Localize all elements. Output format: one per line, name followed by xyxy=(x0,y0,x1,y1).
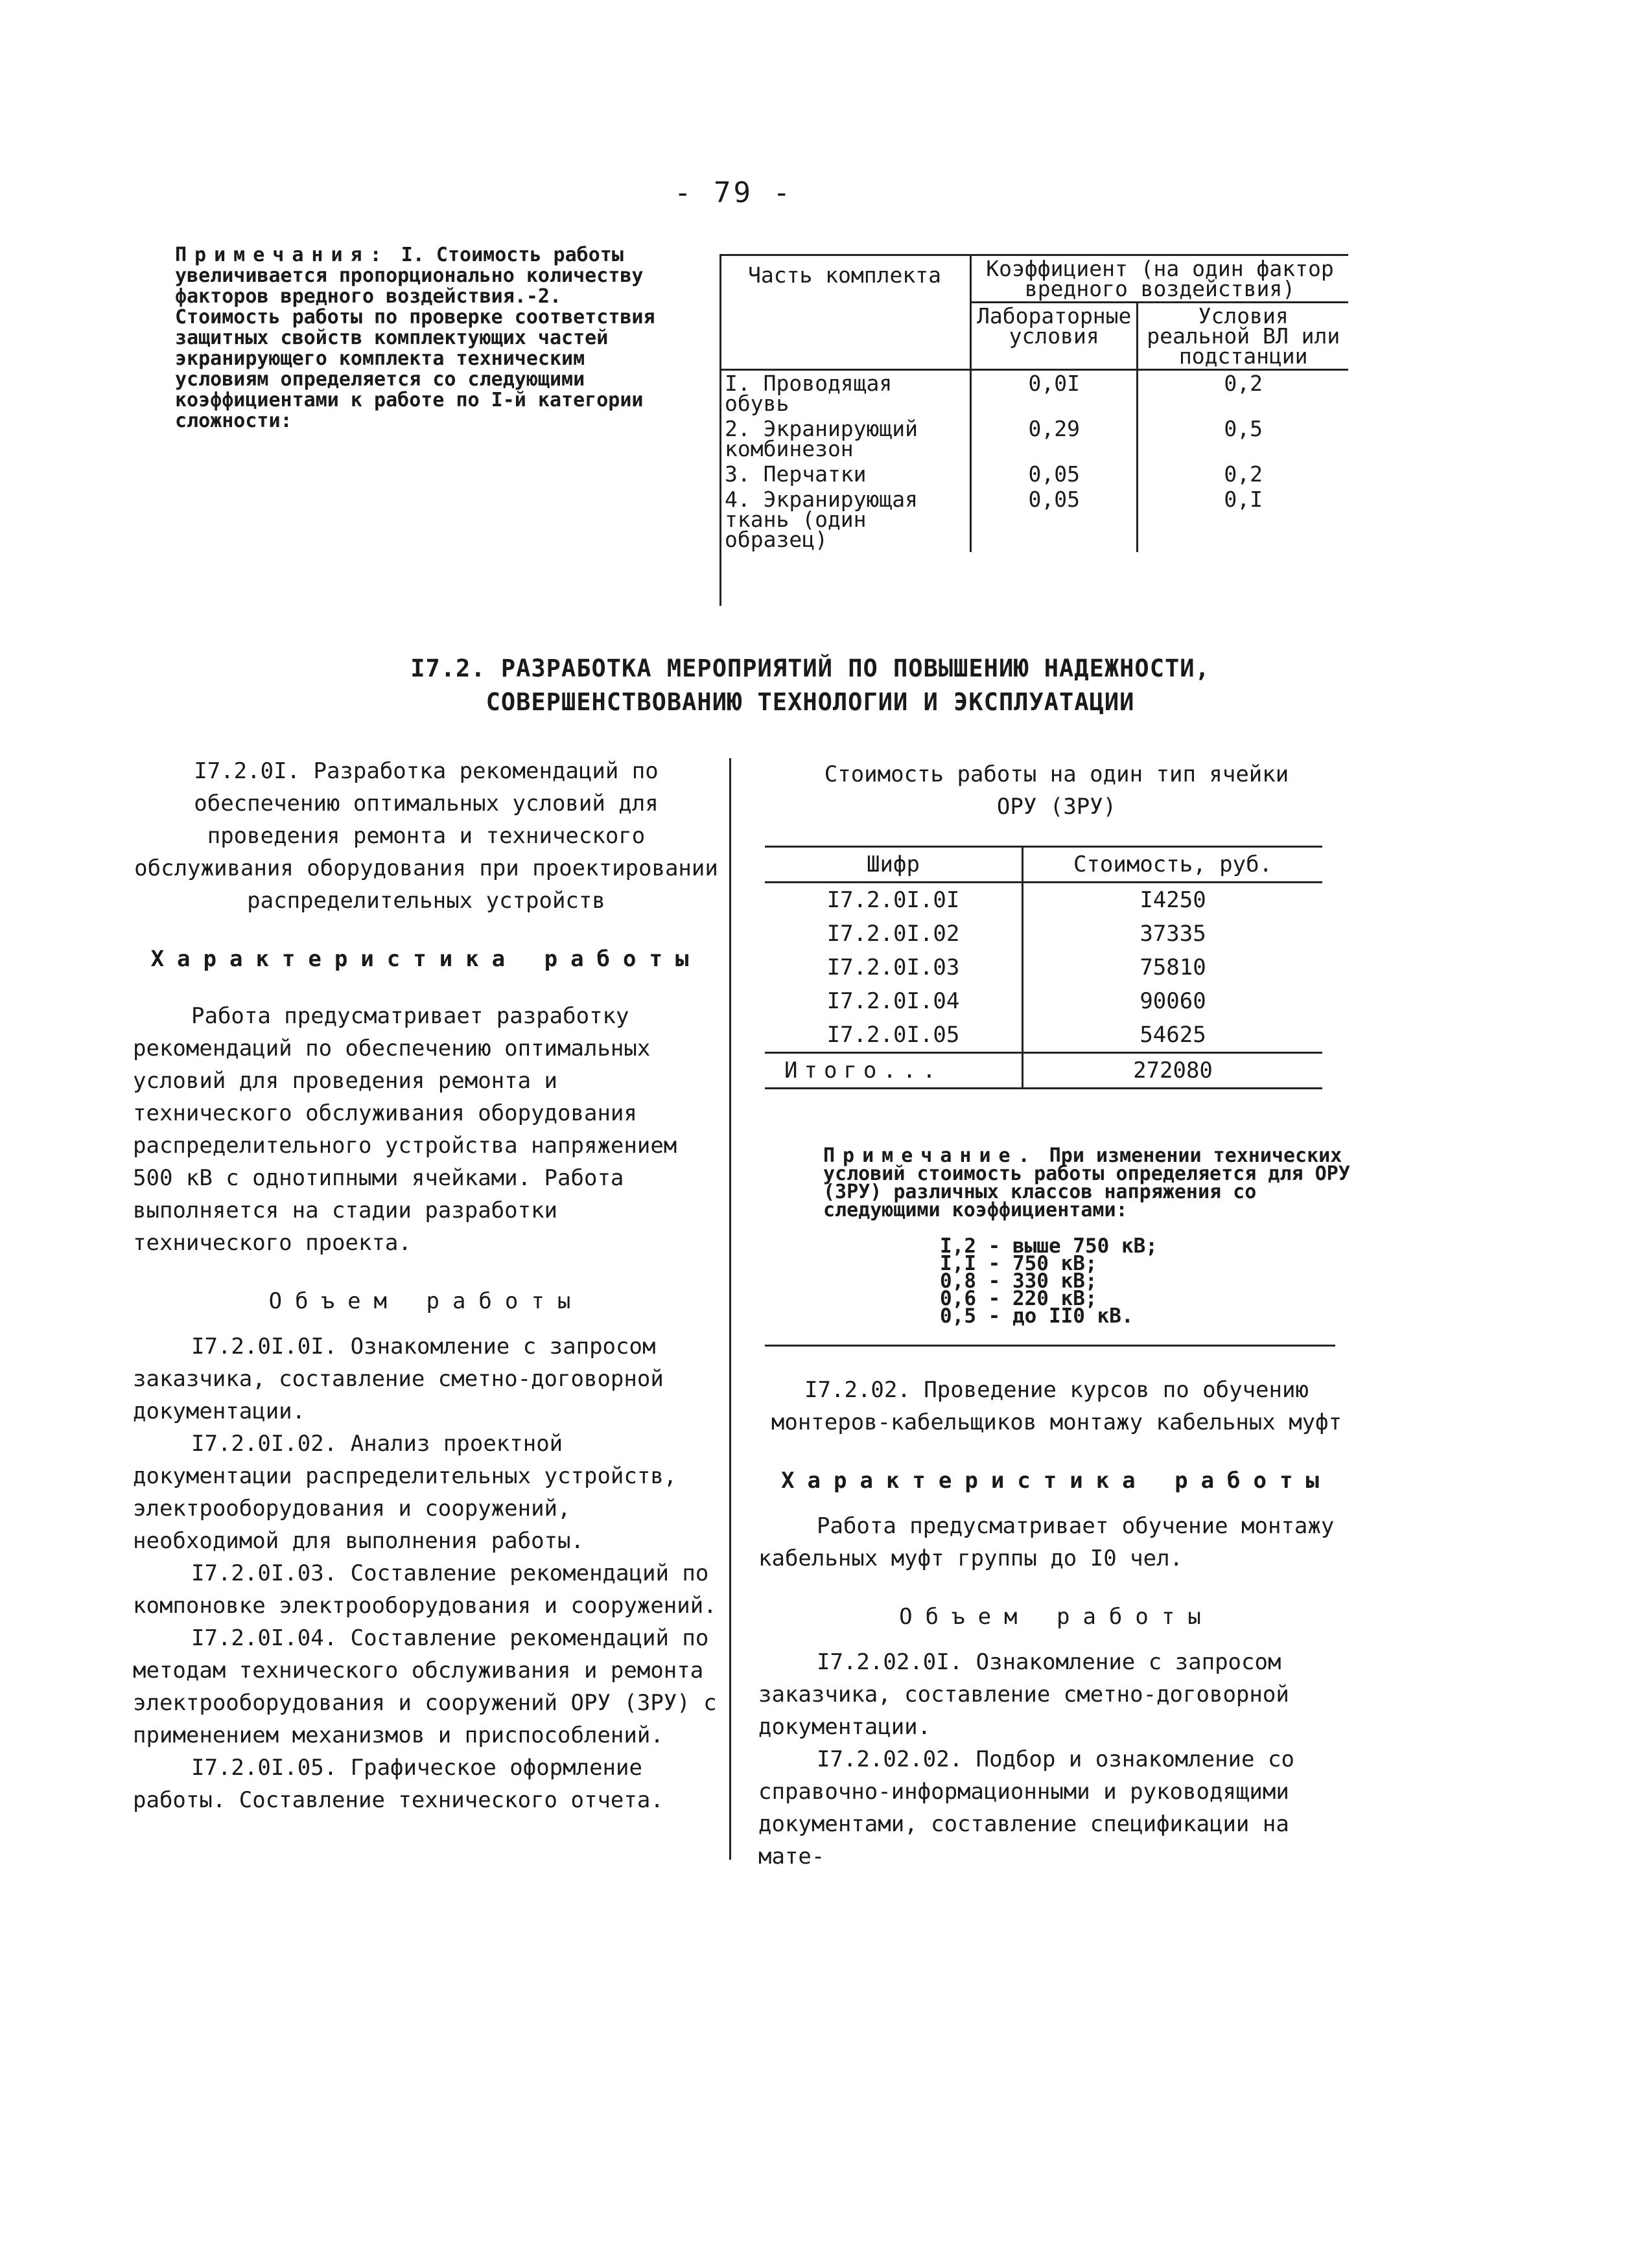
cost-table xyxy=(765,846,1322,1089)
t1-header-real: Условия реальной ВЛ или подстанции xyxy=(1147,303,1340,369)
list-item: I7.2.0I.0I. Ознакомление с запросом заказчика, составление сметно-договорной документации. xyxy=(133,1334,664,1424)
table-row: 4. Экранирующая ткань (один образец) 0,05 0,I xyxy=(719,487,1348,552)
total-label: Итого... xyxy=(765,1053,1023,1089)
table-row: I7.2.0I.03 75810 xyxy=(765,951,1322,984)
section-heading-line1: I7.2. РАЗРАБОТКА МЕРОПРИЯТИЙ ПО ПОВЫШЕНИЮ НАДЕЖНОСТИ, xyxy=(410,654,1210,682)
right-column-lower xyxy=(758,1374,1355,1873)
table-row: I7.2.0I.05 54625 xyxy=(765,1018,1322,1053)
list-item: I7.2.02.0I. Ознакомление с запросом заказчика, составление сметно-договорной документации. xyxy=(758,1649,1289,1740)
section-heading-line2: СОВЕРШЕНСТВОВАНИЮ ТЕХНОЛОГИИ И ЭКСПЛУАТАЦИИ xyxy=(485,688,1135,716)
total-row xyxy=(765,1053,1322,1089)
cost-title-block xyxy=(758,758,1355,823)
table-row: I7.2.0I.0I I4250 xyxy=(765,883,1322,918)
table-row: 3. Перчатки 0,05 0,2 xyxy=(719,461,1348,487)
t1-header-coef: Коэффициент (на один фактор вредного воздействия) xyxy=(971,255,1349,303)
note-lead: Примечания: xyxy=(175,244,390,266)
right-volume-heading: Объем работы xyxy=(899,1604,1214,1630)
note2-rule xyxy=(765,1345,1335,1347)
total-value: 272080 xyxy=(1133,1058,1213,1083)
coefficient-list xyxy=(940,1234,1158,1328)
list-item: I7.2.0I.05. Графическое оформление работы. Составление технического отчета. xyxy=(133,1755,664,1813)
note2-text: При изменении технических условий стоимость работы определяется для ОРУ (ЗРУ) различных классов напряжения со следующими коэффициентами: xyxy=(823,1144,1350,1221)
left-subsection-title: I7.2.0I. Разработка рекомендаций по обеспечению оптимальных условий для проведения ремонта и технического обслуживания оборудования при проектировании распределительных устройств xyxy=(134,758,718,914)
left-char-text: Работа предусматривает разработку рекомендаций по обеспечению оптимальных условий для проведения ремонта и технического обслуживания оборудования распределительного устройства напряжением 500 кВ с однотипными ячейками. Работа выполняется на стадии разработки технического проекта. xyxy=(133,1003,677,1256)
list-item: 0,6 - 220 кВ; xyxy=(940,1287,1097,1310)
list-item: I7.2.0I.03. Составление рекомендаций по компоновке электрооборудования и сооружений. xyxy=(133,1560,717,1619)
note-block xyxy=(175,245,668,432)
right-subsection-title: I7.2.02. Проведение курсов по обучению монтеров-кабельщиков монтажу кабельных муфт xyxy=(771,1377,1342,1435)
column-divider xyxy=(729,758,731,1860)
note2-lead: Примечание. xyxy=(823,1144,1038,1167)
right-char-heading: Характеристика работы xyxy=(781,1468,1332,1494)
list-item: I7.2.0I.02. Анализ проектной документации распределительных устройств, электрооборудования и сооружений, необходимой для выполнения работы. xyxy=(133,1431,677,1554)
list-item: 0,5 - до II0 кВ. xyxy=(940,1304,1134,1328)
table-row: I7.2.0I.04 90060 xyxy=(765,984,1322,1018)
t2-header-code: Шифр xyxy=(765,847,1023,883)
right-char-text: Работа предусматривает обучение монтажу кабельных муфт группы до I0 чел. xyxy=(758,1513,1335,1571)
page-number: - 79 - xyxy=(674,176,793,209)
note2-block xyxy=(823,1144,1368,1221)
table-row: 2. Экранирующий комбинезон 0,29 0,5 xyxy=(719,416,1348,461)
left-column xyxy=(133,755,719,1816)
cost-title: Стоимость работы на один тип ячейки ОРУ (ЗРУ) xyxy=(824,761,1289,820)
list-item: 0,8 - 330 кВ; xyxy=(940,1269,1097,1293)
list-item: I,2 - выше 750 кВ; xyxy=(940,1234,1158,1258)
list-item: I7.2.0I.04. Составление рекомендаций по методам технического обслуживания и ремонта электрооборудования и сооружений ОРУ (ЗРУ) с применением механизмов и приспособлений. xyxy=(133,1625,717,1748)
left-char-heading: Характеристика работы xyxy=(150,946,702,972)
table-row: I7.2.0I.02 37335 xyxy=(765,917,1322,951)
t2-header-cost: Стоимость, руб. xyxy=(1073,851,1273,877)
left-volume-heading: Объем работы xyxy=(268,1288,584,1314)
list-item: I7.2.02.02. Подбор и ознакомление со справочно-информационными и руководящими документами, составление спецификации на мате- xyxy=(758,1746,1294,1869)
t1-header-lab: Лабораторные условия xyxy=(971,303,1138,370)
note-text: I. Стоимость работы увеличивается пропорционально количеству факторов вредного воздействия.-2. Стоимость работы по проверке соответствия защитных свойств комплектующих частей экранирующего комплекта техническим условиям определяется со следующими коэффициентами к работе по I-й категории сложности: xyxy=(175,244,655,432)
t1-header-part: Часть комплекта xyxy=(719,255,971,370)
coefficient-table xyxy=(719,254,1348,552)
table-row: I. Проводящая обувь 0,0I 0,2 xyxy=(719,370,1348,417)
list-item: I,I - 750 кВ; xyxy=(940,1252,1097,1275)
